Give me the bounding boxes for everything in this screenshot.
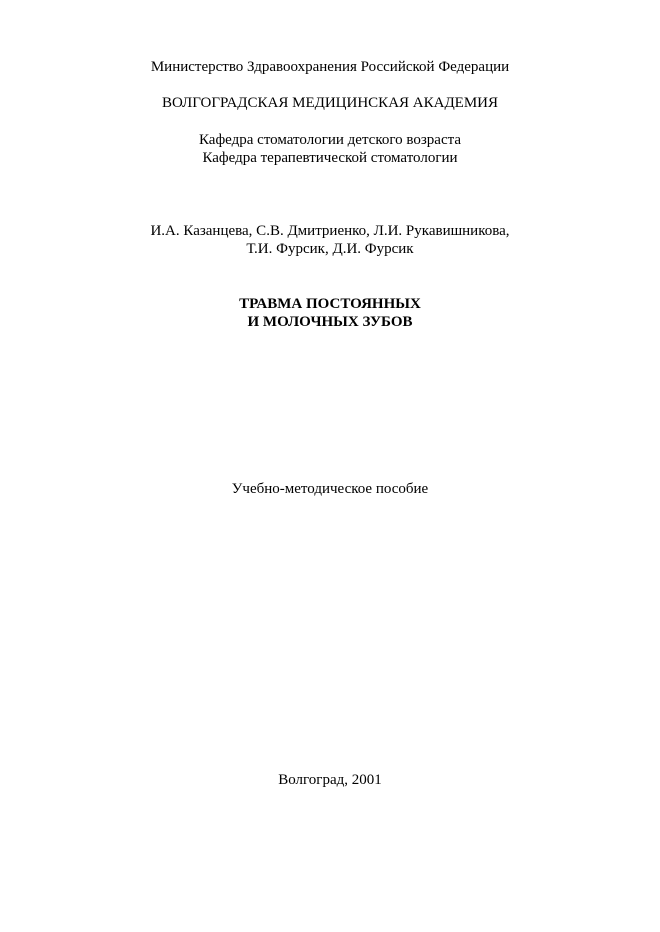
document-type: Учебно-методическое пособие — [231, 481, 429, 497]
academy-name: ВОЛГОГРАДСКАЯ МЕДИЦИНСКАЯ АКАДЕМИЯ — [161, 95, 499, 111]
department-therapeutic-dentistry: Кафедра терапевтической стоматологии — [202, 150, 458, 166]
title-line-2: И МОЛОЧНЫХ ЗУБОВ — [247, 314, 413, 330]
authors-line-2: Т.И. Фурсик, Д.И. Фурсик — [246, 241, 414, 257]
department-pediatric-dentistry: Кафедра стоматологии детского возраста — [198, 132, 462, 148]
ministry-name: Министерство Здравоохранения Российской Федерации — [150, 59, 510, 75]
authors-line-1: И.А. Казанцева, С.В. Дмитриенко, Л.И. Рукавишникова, — [150, 223, 510, 239]
title-line-1: ТРАВМА ПОСТОЯННЫХ — [239, 296, 421, 312]
place-and-year: Волгоград, 2001 — [278, 772, 382, 788]
